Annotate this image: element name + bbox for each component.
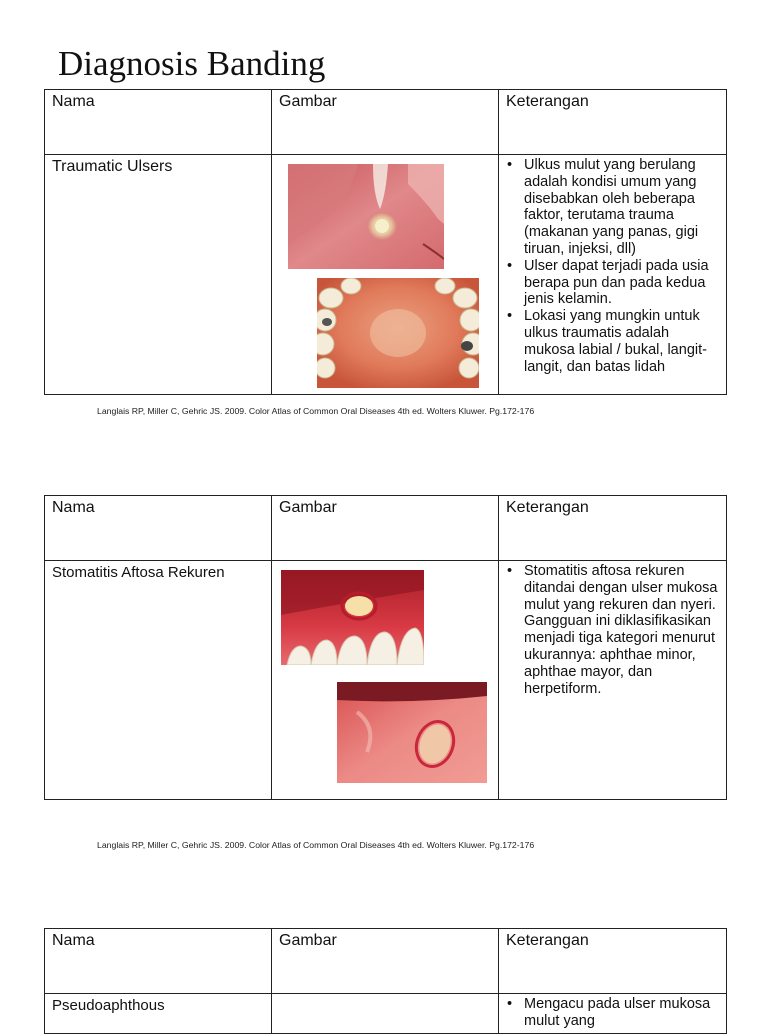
list-item: • Ulkus mulut yang berulang adalah kondisi umum yang disebabkan oleh beberapa faktor, terutama trauma (makanan yang panas, gigi tiruan, injeksi, dll) [524, 157, 720, 258]
traumatic-ulcer-palate-photo [317, 278, 479, 388]
aphthous-ulcer-lip-photo [337, 682, 487, 783]
header-cell-gambar: Gambar [272, 929, 499, 994]
page-title: Diagnosis Banding [58, 44, 326, 83]
diagnosis-name: Pseudoaphthous [52, 997, 165, 1014]
image-cell [272, 155, 499, 395]
header-cell-nama: Nama [45, 90, 272, 155]
traumatic-ulcer-lip-photo [288, 164, 444, 269]
aphthous-ulcer-gingiva-photo [281, 570, 424, 665]
notes-cell [499, 155, 727, 395]
citation: Langlais RP, Miller C, Gehric JS. 2009. Color Atlas of Common Oral Diseases 4th ed. Wolters Kluwer. Pg.172-176 [97, 840, 535, 850]
citation: Langlais RP, Miller C, Gehric JS. 2009. Color Atlas of Common Oral Diseases 4th ed. Wolters Kluwer. Pg.172-176 [97, 406, 535, 416]
header-cell-nama: Nama [45, 929, 272, 994]
notes-cell [499, 994, 727, 1034]
table-header-row [45, 929, 727, 994]
table-row [45, 155, 727, 395]
header-cell-keterangan: Keterangan [499, 496, 727, 561]
header-cell-keterangan: Keterangan [499, 929, 727, 994]
diagnosis-table-pseudoaphthous [44, 928, 727, 1034]
header-cell-keterangan: Keterangan [499, 90, 727, 155]
header-cell-gambar: Gambar [272, 496, 499, 561]
list-item: • Lokasi yang mungkin untuk ulkus traumatis adalah mukosa labial / bukal, langit-langit, dan batas lidah [524, 308, 720, 375]
header-cell-gambar: Gambar [272, 90, 499, 155]
image-cell [272, 561, 499, 800]
table-header-row [45, 496, 727, 561]
diagnosis-name: Traumatic Ulsers [52, 158, 173, 175]
table-row [45, 561, 727, 800]
diagnosis-table-sar [44, 495, 727, 800]
list-item: • Stomatitis aftosa rekuren ditandai dengan ulser mukosa mulut yang rekuren dan nyeri. Gangguan ini diklasifikasikan menjadi tiga kategori menurut ukurannya: aphthae minor, aphthae mayor, dan herpetiform. [524, 563, 720, 697]
notes-list [499, 996, 720, 1030]
image-cell [272, 994, 499, 1034]
list-item: • Mengacu pada ulser mukosa mulut yang [524, 996, 720, 1030]
name-cell [45, 155, 272, 395]
diagnosis-name: Stomatitis Aftosa Rekuren [52, 564, 225, 581]
name-cell [45, 561, 272, 800]
table-header-row [45, 90, 727, 155]
header-cell-nama: Nama [45, 496, 272, 561]
notes-list [499, 563, 720, 697]
notes-list [499, 157, 720, 375]
name-cell [45, 994, 272, 1034]
notes-cell [499, 561, 727, 800]
list-item: • Ulser dapat terjadi pada usia berapa pun dan pada kedua jenis kelamin. [524, 258, 720, 308]
diagnosis-table-traumatic [44, 89, 727, 395]
table-row [45, 994, 727, 1034]
